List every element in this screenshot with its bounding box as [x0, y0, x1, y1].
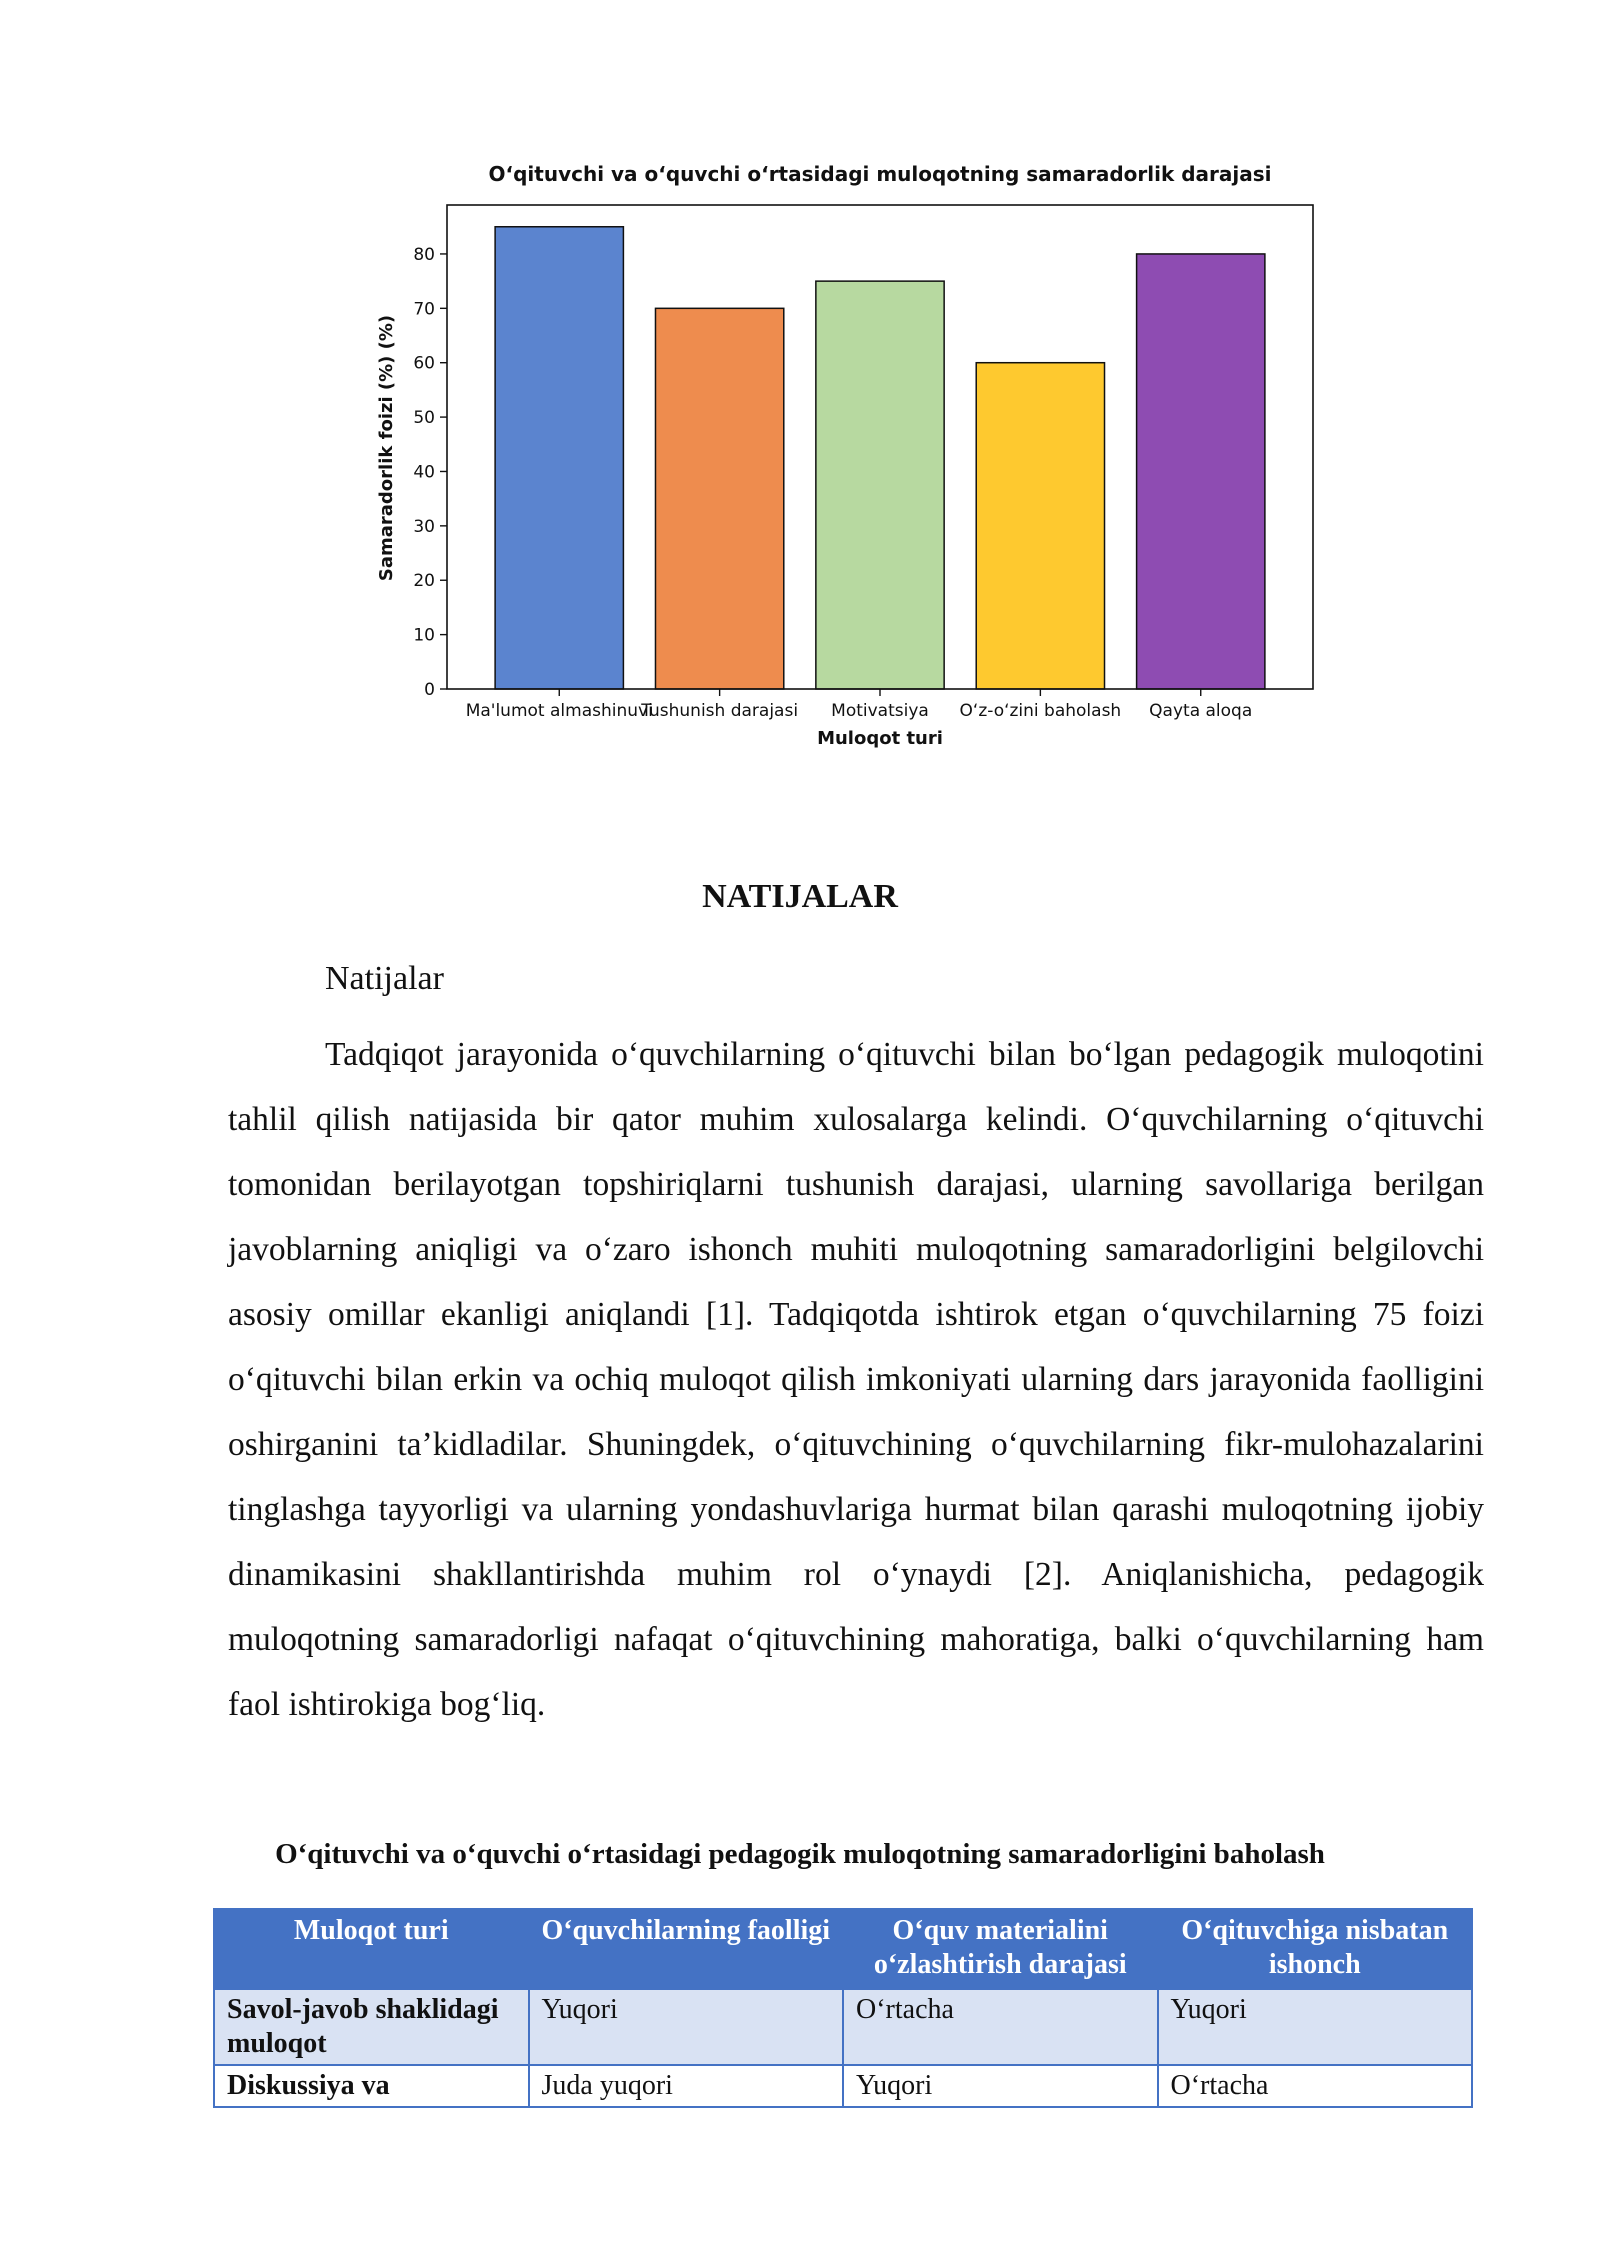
- table-cell: O‘rtacha: [843, 1989, 1158, 2065]
- y-tick-label: 70: [413, 299, 435, 320]
- y-tick-label: 10: [413, 625, 435, 646]
- table-header-row: [214, 1909, 1472, 1989]
- assessment-table: [213, 1908, 1473, 2108]
- table-cell: Yuqori: [529, 1989, 844, 2065]
- table-cell: Diskussiya va: [214, 2065, 529, 2107]
- table-cell: Yuqori: [1158, 1989, 1473, 2065]
- table-cell: Juda yuqori: [529, 2065, 844, 2107]
- table-cell: O‘rtacha: [1158, 2065, 1473, 2107]
- results-paragraph: Tadqiqot jarayonida o‘quvchilarning o‘qituvchi bilan bo‘lgan pedagogik muloqotini tahlil qilish natijasida bir qator muhim xulosalarga kelindi. O‘quvchilarning o‘qituvchi tomonidan berilayotgan topshiriqlarni tushunish darajasi, ularning savollariga berilgan javoblarning aniqligi va o‘zaro ishonch muhiti muloqotning samaradorligini belgilovchi asosiy omillar ekanligi aniqlandi [1]. Tadqiqotda ishtirok etgan o‘quvchilarning 75 foizi o‘qituvchi bilan erkin va ochiq muloqot qilish imkoniyati ularning dars jarayonida faolligini oshirganini ta’kidladilar. Shuningdek, o‘qituvchining o‘quvchilarning fikr-mulohazalarini tinglashga tayyorligi va ularning yondashuvlariga hurmat bilan qarashi muloqotning ijobiy dinamikasini shakllantirishda muhim rol o‘ynaydi [2]. Aniqlanishicha, pedagogik muloqotning samaradorligi nafaqat o‘qituvchining mahoratiga, balki o‘quvchilarning ham faol ishtirokiga bog‘liq.: [228, 1036, 1484, 1723]
- x-axis: [466, 689, 1253, 721]
- y-axis: [413, 245, 447, 700]
- bar: [976, 363, 1104, 689]
- x-tick-label: Ma'lumot almashinuvi: [465, 701, 653, 721]
- bar-chart: [370, 150, 1330, 770]
- y-tick-label: 40: [413, 462, 435, 483]
- y-tick-label: 60: [413, 353, 435, 374]
- y-tick-label: 50: [413, 408, 435, 429]
- y-tick-label: 30: [413, 516, 435, 537]
- x-tick-label: Motivatsiya: [831, 701, 929, 721]
- x-tick-label: Qayta aloqa: [1149, 701, 1253, 721]
- chart-ylabel: Samaradorlik foizi (%) (%): [376, 314, 397, 582]
- header-cell-material-mastery: O‘quv materialini o‘zlashtirish darajasi: [843, 1909, 1158, 1989]
- x-tick-label: O‘z-o‘zini baholash: [959, 701, 1122, 721]
- chart-svg: [370, 150, 1330, 770]
- table-caption: O‘qituvchi va o‘quvchi o‘rtasidagi pedagogik muloqotning samaradorligini baholash: [275, 1838, 1325, 1870]
- header-cell-communication-type: Muloqot turi: [214, 1909, 529, 1989]
- results-subheading: Natijalar: [325, 960, 444, 997]
- table-cell: Savol-javob shaklidagi muloqot: [214, 1989, 529, 2065]
- chart-title: O‘qituvchi va o‘quvchi o‘rtasidagi muloqotning samaradorlik darajasi: [488, 162, 1272, 186]
- bar: [655, 308, 783, 689]
- results-heading: NATIJALAR: [702, 878, 898, 915]
- header-cell-student-activity: O‘quvchilarning faolligi: [529, 1909, 844, 1989]
- y-tick-label: 80: [413, 244, 435, 265]
- x-tick-label: Tushunish darajasi: [641, 701, 799, 721]
- bar: [816, 281, 944, 689]
- table-cell: Yuqori: [843, 2065, 1158, 2107]
- table-row: [214, 1989, 1472, 2065]
- bar: [495, 227, 623, 689]
- y-tick-label: 0: [424, 680, 435, 700]
- y-tick-label: 20: [413, 571, 435, 592]
- table-row: [214, 2065, 1472, 2107]
- bar: [1137, 254, 1265, 689]
- header-cell-trust-in-teacher: O‘qituvchiga nisbatan ishonch: [1158, 1909, 1473, 1989]
- chart-bars: [495, 227, 1265, 689]
- chart-xlabel: Muloqot turi: [817, 728, 943, 749]
